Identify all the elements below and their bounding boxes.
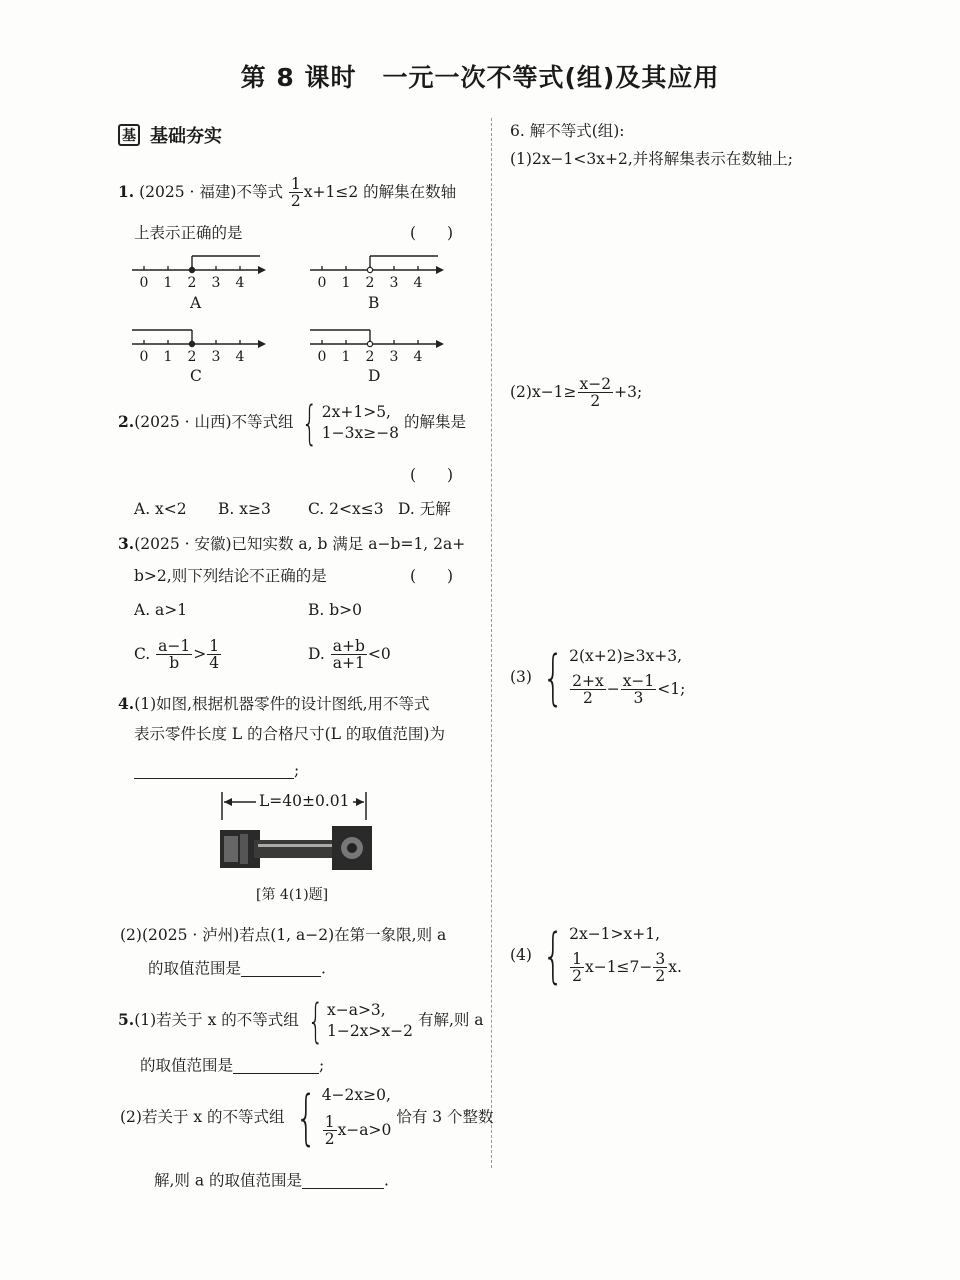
q2-answer-bracket: ( ) xyxy=(410,466,454,484)
tick-label: 2 xyxy=(187,275,197,291)
number-line-b xyxy=(310,256,444,291)
axis-arrow xyxy=(436,266,444,274)
dimension-label: L=40±0.01 xyxy=(256,794,353,810)
number-line-d xyxy=(310,330,444,365)
q5-blank-2[interactable] xyxy=(302,1172,384,1189)
tick-label: 3 xyxy=(389,275,399,291)
q4-blank-2[interactable] xyxy=(241,960,321,977)
tick-label: 4 xyxy=(235,275,245,291)
endpoint-dot xyxy=(367,341,372,346)
q5-system-1: { x−a>3, 1−2x>x−2 xyxy=(307,994,413,1048)
q3-line2: b>2,则下列结论不正确的是 xyxy=(134,567,327,585)
q6-part3: (3) { 2(x+2)≥3x+3, $\frac{2+x}{2}$ − $\frac{x-1}{3}$ <1; xyxy=(510,643,686,713)
q6-part2: (2)x−1≥ $\frac{x-2}{2}$ +3; xyxy=(510,375,643,411)
endpoint-dot xyxy=(367,267,372,272)
section-header xyxy=(118,122,222,148)
q3-option-d: D. $\frac{a+b}{a+1}$ <0 xyxy=(308,637,391,673)
tick-label: 3 xyxy=(211,275,221,291)
axis-arrow xyxy=(436,340,444,348)
tick-label: 1 xyxy=(341,275,351,291)
q2-option-c: C. 2<x≤3 xyxy=(308,500,384,518)
endpoint-dot xyxy=(189,267,194,272)
tick-label: 3 xyxy=(389,349,399,365)
tick-label: 1 xyxy=(341,349,351,365)
q3-line1: 3.(2025 · 安徽)已知实数 a, b 满足 a−b=1, 2a+ xyxy=(118,534,466,553)
q5-blank-1[interactable] xyxy=(233,1057,319,1074)
tick-label: 1 xyxy=(163,349,173,365)
q1-line1: 1. (2025 · 福建)不等式 $\frac{1}{2}$ x+1≤2 的解集在数轴 xyxy=(118,175,457,211)
q5-part2-line2: 解,则 a 的取值范围是 . xyxy=(154,1171,389,1190)
tick-label: 4 xyxy=(235,349,245,365)
q1-answer-bracket: ( ) xyxy=(410,224,454,242)
q4-blank-1[interactable] xyxy=(134,762,294,779)
number-line-c xyxy=(132,330,266,365)
q1-line2: 上表示正确的是 xyxy=(134,224,243,242)
tick-label: 2 xyxy=(187,349,197,365)
tick-label: 2 xyxy=(365,275,375,291)
q5-part1-line1: 5.(1)若关于 x 的不等式组 { x−a>3, 1−2x>x−2 有解,则 a xyxy=(118,994,484,1048)
q6-part4: (4) { 2x−1>x+1, $\frac{1}{2}$ x−1≤7− $\frac{3}{2}$ x. xyxy=(510,921,682,991)
endpoint-dot xyxy=(189,341,194,346)
q4-line1: 4.(1)如图,根据机器零件的设计图纸,用不等式 xyxy=(118,694,430,713)
page-title: 第 8 课时 一元一次不等式(组)及其应用 xyxy=(240,63,720,92)
q2-line1: 2.(2025 · 山西)不等式组 { 2x+1>5, 1−3x≥−8 的解集是 xyxy=(118,396,466,450)
q1-option-b-label: B xyxy=(368,294,380,312)
q1-number-lines xyxy=(118,248,478,398)
axis-arrow xyxy=(258,266,266,274)
number-line-a xyxy=(132,256,266,291)
section-title: 基础夯实 xyxy=(150,126,222,147)
tick-label: 4 xyxy=(413,275,423,291)
tick-label: 1 xyxy=(163,275,173,291)
q3-option-b: B. b>0 xyxy=(308,601,363,619)
q2-option-a: A. x<2 xyxy=(134,500,187,518)
q2-option-b: B. x≥3 xyxy=(218,500,271,518)
q3-option-a: A. a>1 xyxy=(134,601,188,619)
tick-label: 4 xyxy=(413,349,423,365)
axis-arrow xyxy=(258,340,266,348)
q1-fraction: $\frac{1}{2}$ xyxy=(290,175,301,211)
q2-option-d: D. 无解 xyxy=(398,500,451,518)
q6-header: 6. 解不等式(组): xyxy=(510,122,625,140)
q4-answer-1: ; xyxy=(134,762,299,779)
tick-label: 2 xyxy=(365,349,375,365)
q4-part2-line2: 的取值范围是 . xyxy=(148,959,326,978)
tick-label: 0 xyxy=(317,349,327,365)
q5-system-2: { 4−2x≥0, $\frac{1}{2}$ x−a>0 xyxy=(295,1083,392,1153)
tick-label: 0 xyxy=(317,275,327,291)
q3-answer-bracket: ( ) xyxy=(410,567,454,585)
q4-part2-line1: (2)(2025 · 泸州)若点(1, a−2)在第一象限,则 a xyxy=(120,926,447,944)
q3-option-c: C. $\frac{a-1}{b}$ > $\frac{1}{4}$ xyxy=(134,637,220,673)
q1-option-c-label: C xyxy=(190,367,202,385)
column-divider xyxy=(491,118,492,1168)
tick-label: 0 xyxy=(139,275,149,291)
section-icon: 基 xyxy=(118,124,140,146)
q6-system-3: { 2(x+2)≥3x+3, $\frac{2+x}{2}$ − $\frac{x-1}{3}$ <1; xyxy=(542,643,686,713)
q2-system: { 2x+1>5, 1−3x≥−8 xyxy=(302,396,400,450)
tick-label: 0 xyxy=(139,349,149,365)
q4-line2: 表示零件长度 L 的合格尺寸(L 的取值范围)为 xyxy=(134,725,445,743)
q5-part2-line1: (2)若关于 x 的不等式组 { 4−2x≥0, $\frac{1}{2}$ x−a>0 恰有 3 个整数 xyxy=(120,1083,494,1153)
q5-part1-line2: 的取值范围是 ; xyxy=(140,1056,325,1075)
figure-caption: [第 4(1)题] xyxy=(256,887,329,903)
q6-system-4: { 2x−1>x+1, $\frac{1}{2}$ x−1≤7− $\frac{3}{2}$ x. xyxy=(542,921,682,991)
q1-option-a-label: A xyxy=(190,294,202,312)
q1-option-d-label: D xyxy=(368,367,381,385)
tick-label: 3 xyxy=(211,349,221,365)
q6-part1: (1)2x−1<3x+2,并将解集表示在数轴上; xyxy=(510,150,793,168)
